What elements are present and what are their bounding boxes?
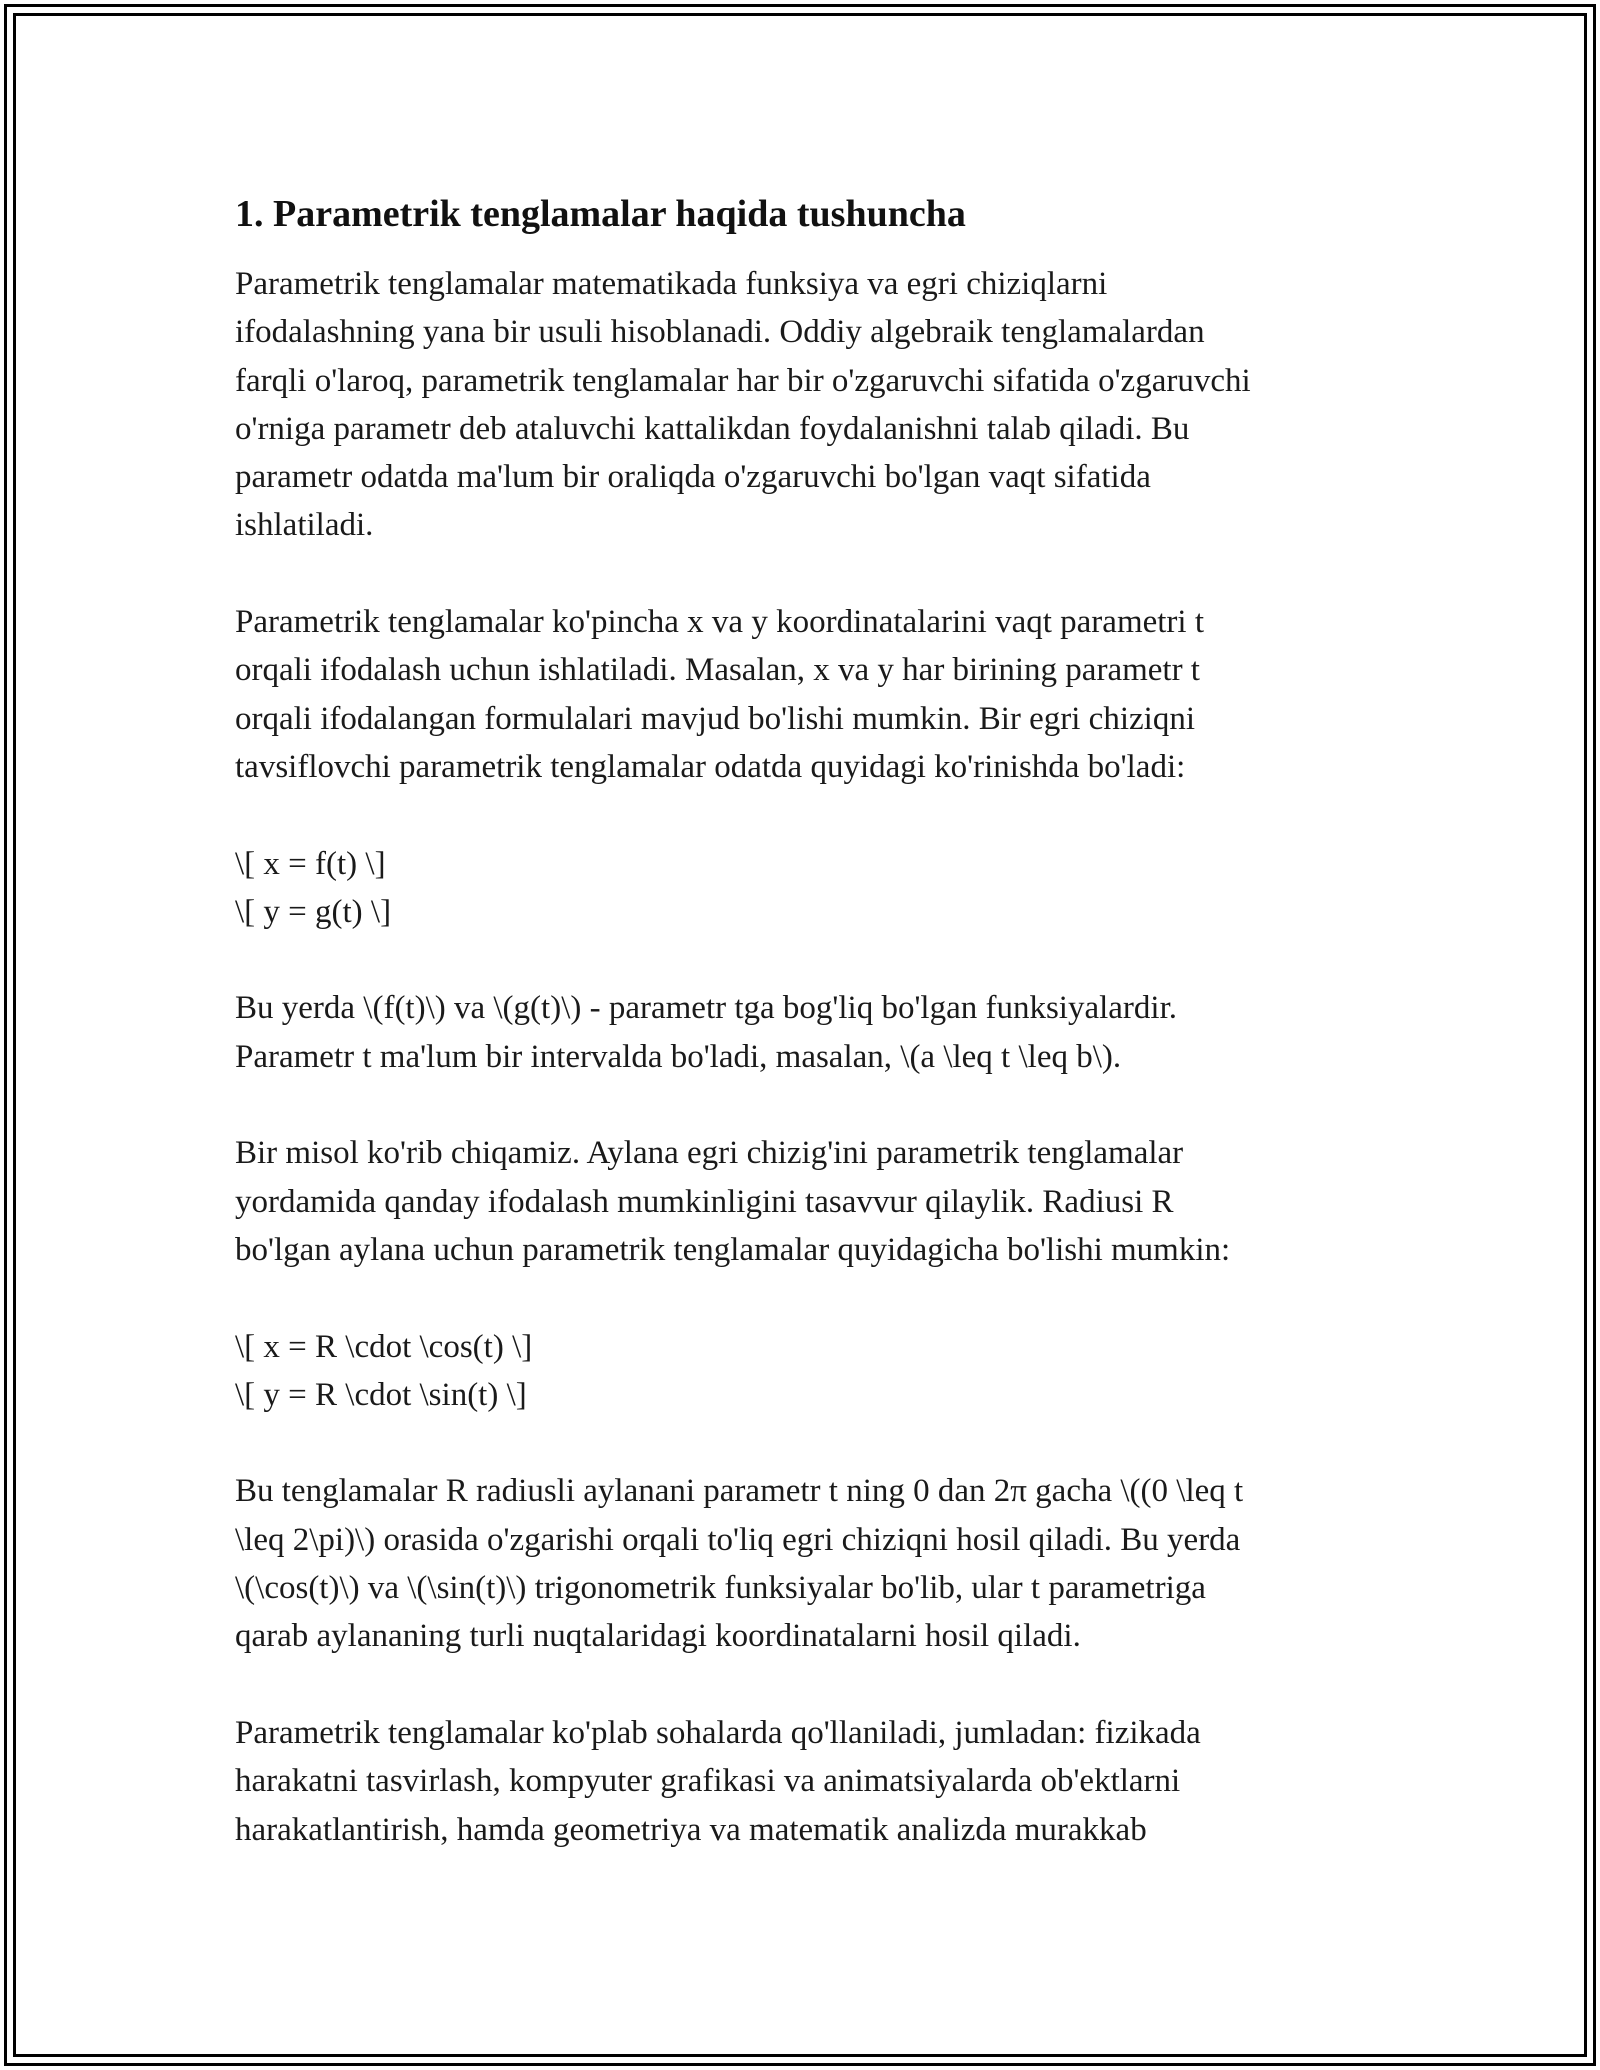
body-text: Parametrik tenglamalar matematikada funksiya va egri chiziqlarni ifodalashning yana bir usuli hisoblanadi. Oddiy algebraik tenglamalardan farqli o'laroq, parametrik tenglamalar har bir o'zgaruvchi sifatida o'zgaruvchi o'rniga parametr deb ataluvchi kattalikdan foydalanishni talab qiladi. Bu parametr odatda ma'lum bir oraliqda o'zgaruvchi bo'lgan vaqt sifatida ishlatiladi. Parametrik tenglamalar ko'pincha x va y koordinatalarini vaqt parametri t orqali ifodalash uchun ishlatiladi. Masalan, x va y har birining parametr t orqali ifodalangan formulalari mavjud bo'lishi mumkin. Bir egri chiziqni tavsiflovchi parametrik tenglamalar odatda quyidagi ko'rinishda bo'ladi: \[ x = f(t) \] \[ y = g(t) \] Bu yerda \(f(t)\) va \(g(t)\) - parametr tga bog'liq bo'lgan funksiyalardir. Parametr t ma'lum bir intervalda bo'ladi, masalan, \(a \leq t \leq b\). Bir misol ko'rib chiqamiz. Aylana egri chizig'ini parametrik tenglamalar yordamida qanday ifodalash mumkinligini tasavvur qilaylik. Radiusi R bo'lgan aylana uchun parametrik tenglamalar quyidagicha bo'lishi mumkin: \[ x = R \cdot \cos(t) \] \[ y = R \cdot \sin(t) \] Bu tenglamalar R radiusli aylanani parametr t ning 0 dan 2π gacha \((0 \leq t \leq 2\pi)\) orasida o'zgarishi orqali to'liq egri chiziqni hosil qiladi. Bu yerda \(\cos(t)\) va \(\sin(t)\) trigonometrik funksiyalar bo'lib, ular t parametriga qarab aylananing turli nuqtalaridagi koordinatalarni hosil qiladi. Parametrik tenglamalar ko'plab sohalarda qo'llaniladi, jumladan: fizikada harakatni tasvirlash, kompyuter grafikasi va animatsiyalarda ob'ektlarni harakatlantirish, hamda geometriya va matematik analizda murakkab — [235, 266, 1251, 1848]
section-heading: 1. Parametrik tenglamalar haqida tushuncha — [235, 193, 966, 235]
document-content — [235, 186, 1375, 1854]
